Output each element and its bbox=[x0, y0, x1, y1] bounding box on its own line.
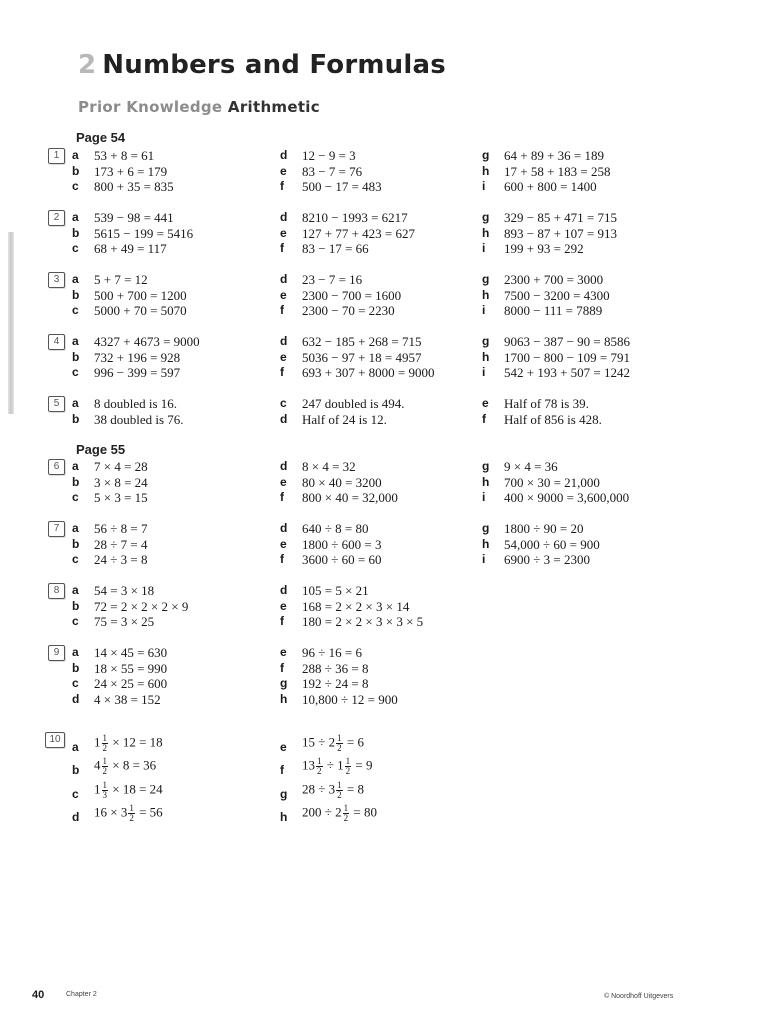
item-answer: 199 + 93 = 292 bbox=[504, 241, 584, 256]
item-answer: 127 + 77 + 423 = 627 bbox=[302, 225, 415, 241]
item-answer: 400 × 9000 = 3,600,000 bbox=[504, 490, 630, 505]
item-letter: d bbox=[280, 210, 288, 224]
item-answer: 4 × 38 = 152 bbox=[94, 691, 161, 707]
item-letter: a bbox=[72, 521, 79, 535]
item-answer: 168 = 2 × 2 × 3 × 14 bbox=[302, 598, 410, 614]
item-letter: g bbox=[280, 676, 288, 690]
item-letter: c bbox=[72, 179, 79, 193]
item-letter: d bbox=[280, 411, 288, 426]
item-answer: 16 × 3 $\frac{1}{2}$ = 56 bbox=[94, 803, 163, 823]
item-answer: Half of 24 is 12. bbox=[302, 411, 387, 427]
item-letter: c bbox=[72, 614, 79, 628]
item-answer: 1 $\frac{1}{3}$ × 18 = 24 bbox=[94, 780, 163, 800]
item-answer: 800 + 35 = 835 bbox=[94, 179, 174, 194]
item-answer: 693 + 307 + 8000 = 9000 bbox=[302, 365, 435, 380]
item-letter: b bbox=[72, 349, 80, 364]
item-answer: 12 − 9 = 3 bbox=[302, 148, 356, 163]
item-answer: 180 = 2 × 2 × 3 × 3 × 5 bbox=[302, 614, 424, 629]
item-letter: d bbox=[280, 334, 288, 348]
item-answer: 72 = 2 × 2 × 2 × 9 bbox=[94, 598, 189, 614]
item-letter: h bbox=[482, 225, 490, 240]
item-letter: h bbox=[482, 536, 490, 551]
item-letter: e bbox=[280, 645, 287, 659]
item-letter: f bbox=[280, 660, 284, 675]
item-answer: 893 − 87 + 107 = 913 bbox=[504, 225, 617, 241]
exercise-number-box: 1 bbox=[48, 148, 65, 164]
item-letter: c bbox=[72, 787, 79, 801]
item-letter: c bbox=[72, 552, 79, 566]
item-answer: 8000 − 111 = 7889 bbox=[504, 303, 603, 318]
fraction: $\frac{1}{2}$ bbox=[345, 756, 351, 776]
item-answer: 18 × 55 = 990 bbox=[94, 660, 168, 676]
item-letter: i bbox=[482, 179, 486, 193]
item-answer: Half of 78 is 39. bbox=[504, 396, 589, 411]
item-answer: 5000 + 70 = 5070 bbox=[94, 303, 187, 318]
item-letter: e bbox=[280, 349, 287, 364]
fraction: $\frac{1}{2}$ bbox=[129, 803, 134, 823]
item-letter: h bbox=[280, 810, 288, 824]
exercise-number-box: 4 bbox=[48, 334, 65, 350]
item-letter: a bbox=[72, 272, 79, 286]
item-letter: f bbox=[280, 365, 284, 379]
item-letter: g bbox=[482, 521, 490, 535]
item-answer: 732 + 196 = 928 bbox=[94, 349, 181, 365]
item-letter: f bbox=[280, 241, 284, 255]
exercise-number-box: 10 bbox=[45, 732, 65, 748]
item-answer: 80 × 40 = 3200 bbox=[302, 474, 382, 490]
exercise-number-box: 8 bbox=[48, 583, 65, 599]
item-answer: 2300 − 700 = 1600 bbox=[302, 287, 402, 303]
fraction: $\frac{1}{2}$ bbox=[343, 803, 349, 823]
subtitle-dark: Arithmetic bbox=[227, 98, 320, 116]
item-letter: e bbox=[280, 287, 287, 302]
item-answer: 10,800 ÷ 12 = 900 bbox=[302, 691, 398, 707]
fraction: $\frac{1}{2}$ bbox=[337, 780, 342, 800]
item-answer: 28 ÷ 7 = 4 bbox=[94, 536, 148, 552]
item-answer: Half of 856 is 428. bbox=[504, 411, 602, 427]
item-letter: i bbox=[482, 552, 486, 566]
item-answer: 14 × 45 = 630 bbox=[94, 645, 168, 660]
item-answer: 1 $\frac{1}{2}$ × 12 = 18 bbox=[94, 733, 163, 753]
item-letter: g bbox=[482, 272, 490, 286]
item-answer: 8 doubled is 16. bbox=[94, 396, 178, 411]
item-answer: 7500 − 3200 = 4300 bbox=[504, 287, 610, 303]
item-answer: 23 − 7 = 16 bbox=[302, 272, 363, 287]
item-letter: f bbox=[280, 763, 284, 777]
item-answer: 200 ÷ 2 $\frac{1}{2}$ = 80 bbox=[302, 803, 377, 823]
item-letter: d bbox=[280, 272, 288, 286]
item-answer: 8210 − 1993 = 6217 bbox=[302, 210, 408, 225]
item-letter: c bbox=[72, 676, 79, 690]
item-answer: 38 doubled is 76. bbox=[94, 411, 184, 427]
chapter-number: 2 bbox=[78, 50, 97, 80]
item-answer: 640 ÷ 8 = 80 bbox=[302, 521, 369, 536]
subtitle-light: Prior Knowledge bbox=[78, 98, 223, 116]
item-answer: 75 = 3 × 25 bbox=[94, 614, 155, 629]
item-letter: a bbox=[72, 459, 79, 473]
item-letter: e bbox=[280, 740, 287, 754]
item-letter: b bbox=[72, 536, 80, 551]
footer-copyright: © Noordhoff Uitgevers bbox=[604, 993, 674, 1000]
fraction: $\frac{1}{2}$ bbox=[337, 733, 342, 753]
footer-page-number: 40 bbox=[32, 989, 45, 1001]
item-answer: 1800 ÷ 600 = 3 bbox=[302, 536, 382, 552]
item-letter: b bbox=[72, 287, 80, 302]
item-letter: a bbox=[72, 148, 79, 162]
item-answer: 5 + 7 = 12 bbox=[94, 272, 148, 287]
item-letter: c bbox=[72, 241, 79, 255]
item-answer: 542 + 193 + 507 = 1242 bbox=[504, 365, 630, 380]
item-answer: 53 + 8 = 61 bbox=[94, 148, 155, 163]
item-letter: h bbox=[482, 349, 490, 364]
item-letter: d bbox=[280, 459, 288, 473]
item-letter: e bbox=[280, 163, 287, 178]
scan-edge-mark bbox=[8, 232, 14, 414]
item-answer: 15 ÷ 2 $\frac{1}{2}$ = 6 bbox=[302, 733, 364, 753]
item-answer: 500 + 700 = 1200 bbox=[94, 287, 187, 303]
item-answer: 24 ÷ 3 = 8 bbox=[94, 552, 148, 567]
item-letter: h bbox=[482, 474, 490, 489]
item-answer: 3 × 8 = 24 bbox=[94, 474, 148, 490]
item-letter: i bbox=[482, 241, 486, 255]
item-letter: g bbox=[482, 148, 490, 162]
item-letter: e bbox=[280, 225, 287, 240]
item-letter: c bbox=[280, 396, 287, 410]
item-answer: 9 × 4 = 36 bbox=[504, 459, 558, 474]
item-letter: f bbox=[280, 490, 284, 504]
exercise-number-box: 9 bbox=[48, 645, 65, 661]
item-letter: g bbox=[482, 210, 490, 224]
item-letter: d bbox=[280, 583, 288, 597]
fraction: $\frac{1}{2}$ bbox=[102, 733, 107, 753]
exercise-number-box: 7 bbox=[48, 521, 65, 537]
item-answer: 539 − 98 = 441 bbox=[94, 210, 174, 225]
item-answer: 56 ÷ 8 = 7 bbox=[94, 521, 148, 536]
exercise-number-box: 3 bbox=[48, 272, 65, 288]
item-letter: f bbox=[482, 411, 486, 426]
item-letter: h bbox=[280, 691, 288, 706]
item-letter: f bbox=[280, 303, 284, 317]
item-letter: i bbox=[482, 490, 486, 504]
item-letter: d bbox=[72, 691, 80, 706]
item-letter: c bbox=[72, 365, 79, 379]
page-title bbox=[78, 50, 446, 80]
page-label-55: Page 55 bbox=[76, 442, 126, 457]
item-answer: 329 − 85 + 471 = 715 bbox=[504, 210, 617, 225]
item-answer: 96 ÷ 16 = 6 bbox=[302, 645, 362, 660]
item-answer: 1700 − 800 − 109 = 791 bbox=[504, 349, 630, 365]
item-letter: f bbox=[280, 614, 284, 628]
item-answer: 3600 ÷ 60 = 60 bbox=[302, 552, 382, 567]
item-letter: i bbox=[482, 303, 486, 317]
item-answer: 800 × 40 = 32,000 bbox=[302, 490, 398, 505]
item-letter: e bbox=[280, 598, 287, 613]
item-letter: e bbox=[482, 396, 489, 410]
fraction: $\frac{1}{2}$ bbox=[102, 756, 107, 776]
item-answer: 28 ÷ 3 $\frac{1}{2}$ = 8 bbox=[302, 780, 364, 800]
item-answer: 192 ÷ 24 = 8 bbox=[302, 676, 369, 691]
item-answer: 5 × 3 = 15 bbox=[94, 490, 148, 505]
fraction: $\frac{1}{3}$ bbox=[102, 780, 107, 800]
item-answer: 1800 ÷ 90 = 20 bbox=[504, 521, 584, 536]
item-letter: f bbox=[280, 552, 284, 566]
item-answer: 54,000 ÷ 60 = 900 bbox=[504, 536, 600, 552]
item-answer: 83 − 7 = 76 bbox=[302, 163, 363, 179]
item-answer: 6900 ÷ 3 = 2300 bbox=[504, 552, 590, 567]
item-answer: 2300 − 70 = 2230 bbox=[302, 303, 395, 318]
item-letter: d bbox=[280, 521, 288, 535]
item-answer: 7 × 4 = 28 bbox=[94, 459, 148, 474]
item-answer: 996 − 399 = 597 bbox=[94, 365, 181, 380]
item-answer: 24 × 25 = 600 bbox=[94, 676, 168, 691]
item-answer: 83 − 17 = 66 bbox=[302, 241, 369, 256]
item-letter: i bbox=[482, 365, 486, 379]
item-letter: e bbox=[280, 536, 287, 551]
item-letter: b bbox=[72, 598, 80, 613]
item-answer: 5615 − 199 = 5416 bbox=[94, 225, 194, 241]
item-answer: 2300 + 700 = 3000 bbox=[504, 272, 604, 287]
item-letter: a bbox=[72, 645, 79, 659]
fraction: $\frac{1}{2}$ bbox=[317, 756, 322, 776]
item-answer: 9063 − 387 − 90 = 8586 bbox=[504, 334, 630, 349]
item-letter: a bbox=[72, 210, 79, 224]
item-letter: a bbox=[72, 334, 79, 348]
exercise-number-box: 2 bbox=[48, 210, 65, 226]
item-letter: b bbox=[72, 763, 80, 777]
item-letter: d bbox=[280, 148, 288, 162]
item-answer: 700 × 30 = 21,000 bbox=[504, 474, 600, 490]
item-letter: b bbox=[72, 163, 80, 178]
footer-chapter: Chapter 2 bbox=[66, 991, 97, 998]
item-answer: 632 − 185 + 268 = 715 bbox=[302, 334, 422, 349]
item-letter: a bbox=[72, 396, 79, 410]
item-letter: b bbox=[72, 474, 80, 489]
item-letter: b bbox=[72, 660, 80, 675]
item-letter: h bbox=[482, 287, 490, 302]
item-letter: b bbox=[72, 411, 80, 426]
item-answer: 68 + 49 = 117 bbox=[94, 241, 167, 256]
item-letter: b bbox=[72, 225, 80, 240]
exercise-number-box: 5 bbox=[48, 396, 65, 412]
item-answer: 8 × 4 = 32 bbox=[302, 459, 356, 474]
item-answer: 54 = 3 × 18 bbox=[94, 583, 155, 598]
item-letter: g bbox=[280, 787, 288, 801]
chapter-title: Numbers and Formulas bbox=[102, 50, 446, 80]
item-answer: 5036 − 97 + 18 = 4957 bbox=[302, 349, 422, 365]
item-letter: a bbox=[72, 583, 79, 597]
item-answer: 4 $\frac{1}{2}$ × 8 = 36 bbox=[94, 756, 157, 776]
item-letter: g bbox=[482, 459, 490, 473]
item-letter: d bbox=[72, 810, 80, 824]
item-letter: h bbox=[482, 163, 490, 178]
item-answer: 500 − 17 = 483 bbox=[302, 179, 382, 194]
item-letter: c bbox=[72, 490, 79, 504]
item-letter: f bbox=[280, 179, 284, 193]
item-answer: 288 ÷ 36 = 8 bbox=[302, 660, 369, 676]
item-answer: 4327 + 4673 = 9000 bbox=[94, 334, 200, 349]
item-letter: a bbox=[72, 740, 79, 754]
page-label-54: Page 54 bbox=[76, 130, 126, 145]
item-answer: 247 doubled is 494. bbox=[302, 396, 405, 411]
item-letter: e bbox=[280, 474, 287, 489]
item-answer: 17 + 58 + 183 = 258 bbox=[504, 163, 611, 179]
exercise-number-box: 6 bbox=[48, 459, 65, 475]
item-answer: 105 = 5 × 21 bbox=[302, 583, 369, 598]
item-letter: c bbox=[72, 303, 79, 317]
item-answer: 173 + 6 = 179 bbox=[94, 163, 168, 179]
item-letter: g bbox=[482, 334, 490, 348]
item-answer: 600 + 800 = 1400 bbox=[504, 179, 597, 194]
item-answer: 64 + 89 + 36 = 189 bbox=[504, 148, 604, 163]
section-subtitle bbox=[78, 98, 320, 116]
item-answer: 13 $\frac{1}{2}$ ÷ 1 $\frac{1}{2}$ = 9 bbox=[302, 756, 373, 776]
